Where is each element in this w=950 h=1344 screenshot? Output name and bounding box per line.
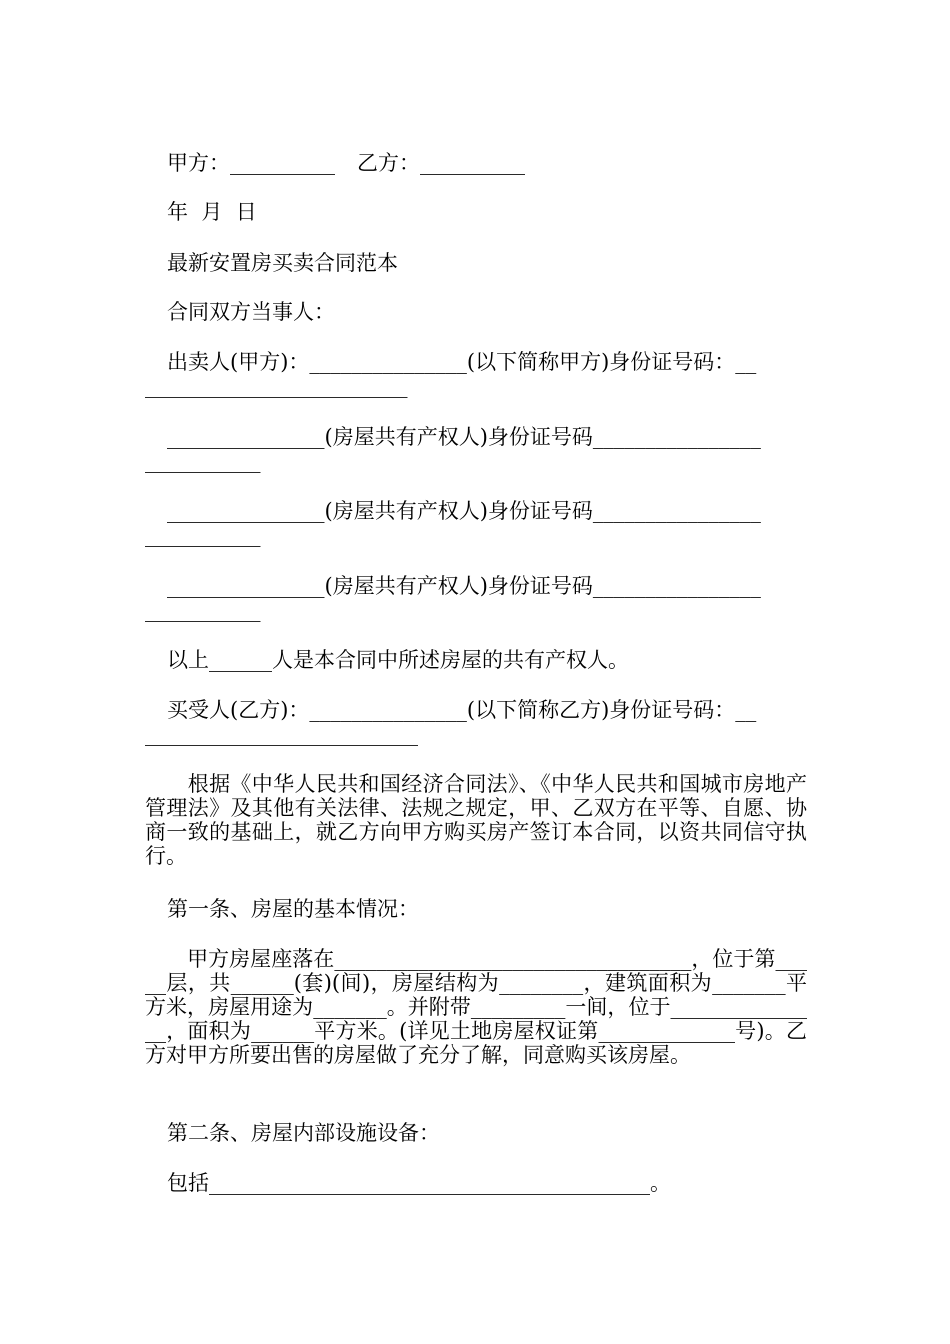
buyer-line: 买受人(乙方)：_______________(以下简称乙方)身份证号码：__ [167,698,757,722]
co-owner-line: _______________(房屋共有产权人)身份证号码________________ [167,425,761,449]
article-1-heading: 第一条、房屋的基本情况： [167,897,419,921]
co-owner-count: 以上______人是本合同中所述房屋的共有产权人。 [167,648,629,672]
co-owner-line-continued: ___________ [145,523,261,547]
seller-line-continued: _________________________ [145,374,408,398]
co-owner-line-continued: ___________ [145,598,261,622]
article-1-paragraph: 甲方房屋座落在__________________________________，位于第_____层，共______(套)(间)，房屋结构为________，建筑面积为_______平方米，房屋用途为_______。并附带_________一间，位于_______________，面积为______平方米。(详见土地房屋权证第_____________号)。乙方对甲方所要出售的房屋做了充分了解，同意购买该房屋。 [145,947,807,1067]
parties-heading: 合同双方当事人： [167,300,335,324]
party-b-signature: 乙方：__________ [357,151,525,175]
signature-date: 年 月 日 [167,200,257,224]
includes-line: 包括__________________________________________。 [167,1171,671,1195]
party-a-signature: 甲方：__________ [167,151,335,175]
document-title: 最新安置房买卖合同范本 [167,251,398,275]
article-2-heading: 第二条、房屋内部设施设备： [167,1121,440,1145]
co-owner-line: _______________(房屋共有产权人)身份证号码________________ [167,499,761,523]
co-owner-line-continued: ___________ [145,449,261,473]
buyer-line-continued: __________________________ [145,722,418,746]
seller-line: 出卖人(甲方)：_______________(以下简称甲方)身份证号码：__ [167,350,757,374]
co-owner-line: _______________(房屋共有产权人)身份证号码________________ [167,574,761,598]
basis-paragraph: 根据《中华人民共和国经济合同法》、《中华人民共和国城市房地产管理法》及其他有关法律、法规之规定，甲、乙双方在平等、自愿、协商一致的基础上，就乙方向甲方购买房产签订本合同，以资共同信守执行。 [145,772,807,868]
